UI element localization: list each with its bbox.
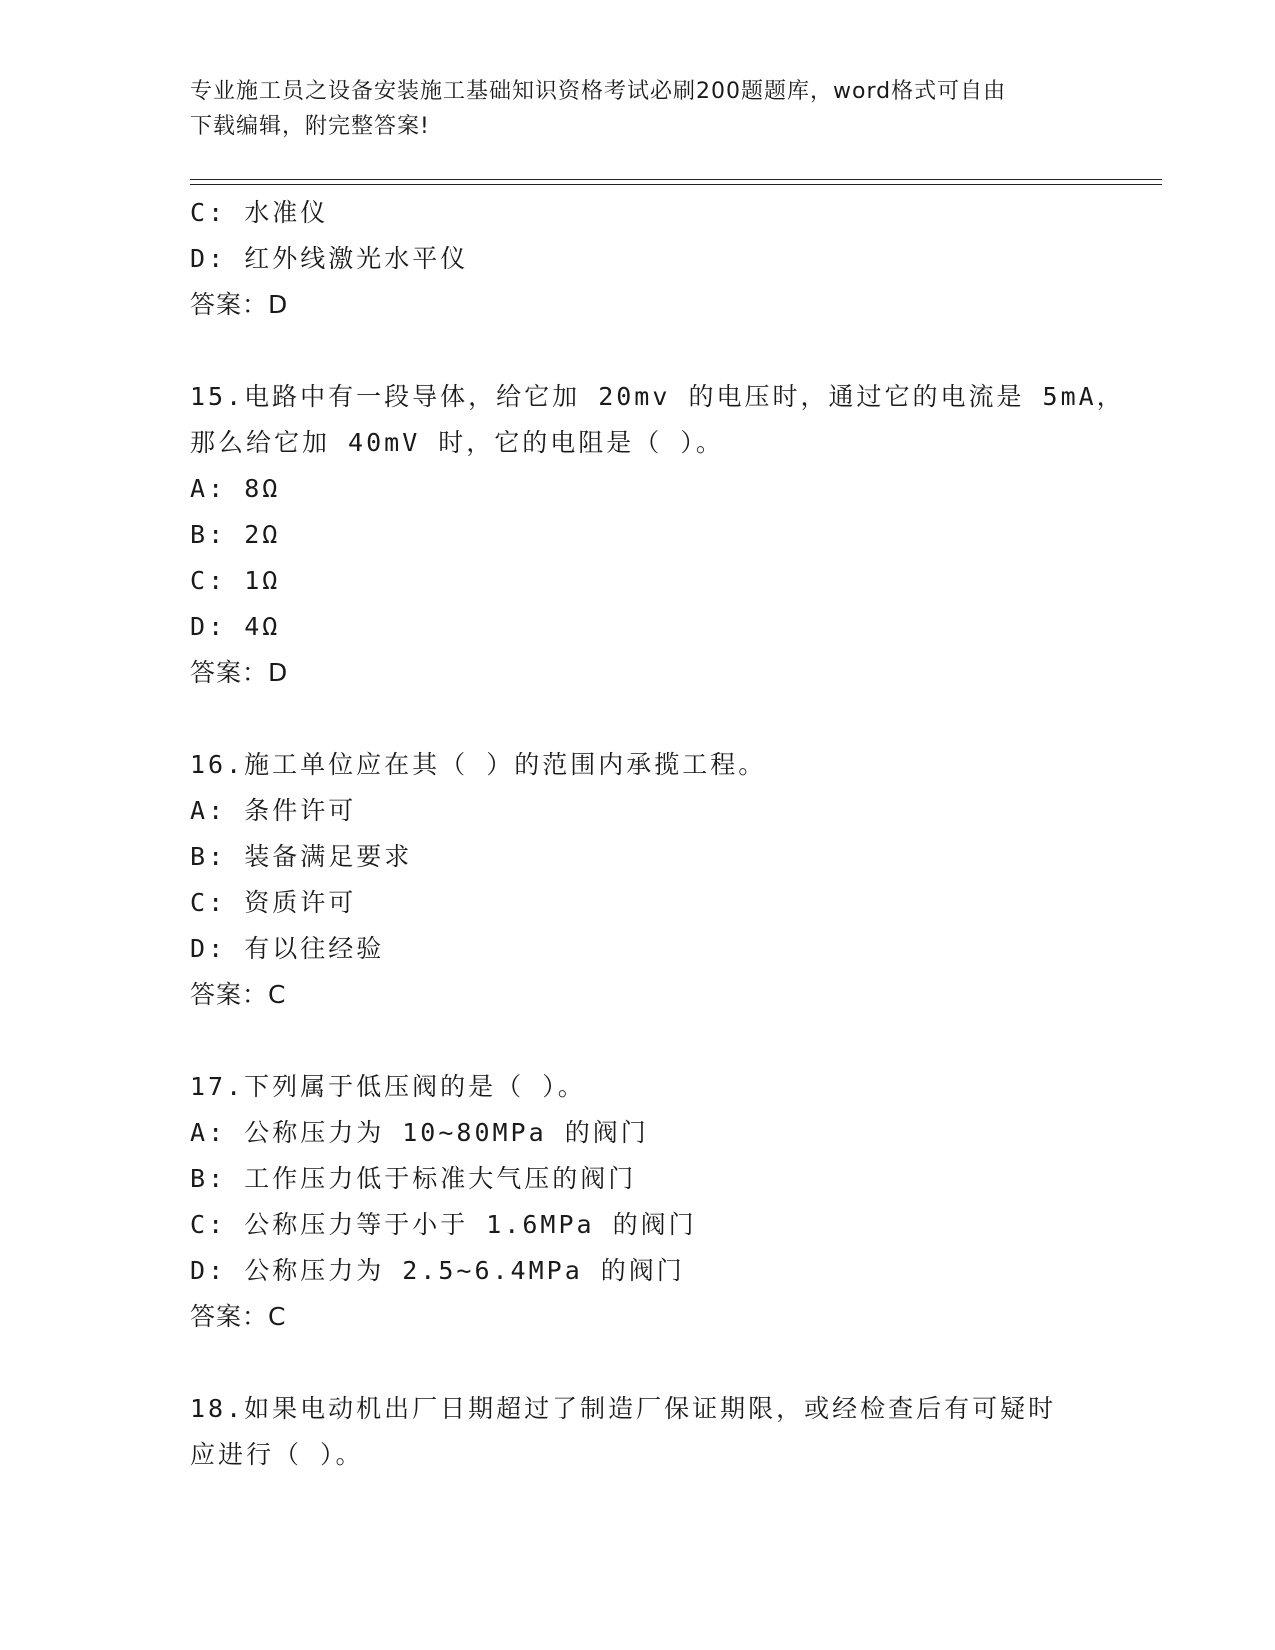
question-block-18 (190, 1386, 1162, 1478)
option-text: 条件许可 (244, 796, 357, 825)
option-letter: B (190, 1164, 209, 1193)
question-text: 施工单位应在其（ ）的范围内承揽工程。 (244, 750, 767, 779)
question-line (190, 1064, 1162, 1110)
option-letter: D (190, 612, 209, 641)
spacer (190, 1340, 1162, 1386)
option-line (190, 1110, 1162, 1156)
answer-value: D (268, 290, 289, 319)
option-line (190, 880, 1162, 926)
option-line (190, 512, 1162, 558)
option-letter: D (190, 934, 209, 963)
option-letter: B (190, 842, 209, 871)
question-text: 应进行（ ）。 (190, 1440, 364, 1469)
option-line (190, 1156, 1162, 1202)
option-text: 8Ω (244, 474, 281, 503)
header-line-2: 下载编辑，附完整答案! (190, 114, 430, 139)
option-separator: : (208, 198, 227, 227)
option-line (190, 466, 1162, 512)
option-separator: : (208, 1256, 227, 1285)
option-letter: C (190, 888, 209, 917)
answer-label: 答案： (190, 658, 269, 687)
question-block-previous (190, 190, 1162, 328)
option-letter: A (190, 1118, 209, 1147)
answer-line (190, 972, 1162, 1018)
answer-value: C (268, 980, 287, 1009)
option-text: 红外线激光水平仪 (244, 244, 469, 273)
answer-label: 答案： (190, 290, 269, 319)
option-separator: : (208, 566, 227, 595)
option-line (190, 788, 1162, 834)
option-separator: : (208, 842, 227, 871)
answer-line (190, 282, 1162, 328)
answer-label: 答案： (190, 980, 269, 1009)
question-line (190, 1386, 1162, 1432)
question-text: 下列属于低压阀的是（ ）。 (244, 1072, 586, 1101)
option-text: 4Ω (244, 612, 281, 641)
question-number: 17. (190, 1072, 245, 1101)
spacer (190, 696, 1162, 742)
answer-line (190, 1294, 1162, 1340)
option-separator: : (208, 244, 227, 273)
option-line (190, 834, 1162, 880)
question-number: 18. (190, 1394, 245, 1423)
option-line (190, 190, 1162, 236)
question-number: 15. (190, 382, 245, 411)
question-text: 如果电动机出厂日期超过了制造厂保证期限，或经检查后有可疑时 (244, 1394, 1057, 1423)
question-line (190, 742, 1162, 788)
option-letter: A (190, 796, 209, 825)
option-separator: : (208, 888, 227, 917)
option-separator: : (208, 796, 227, 825)
option-letter: C (190, 198, 209, 227)
option-letter: C (190, 566, 209, 595)
spacer (190, 1018, 1162, 1064)
question-text: 电路中有一段导体，给它加 20mv 的电压时，通过它的电流是 5mA， (244, 382, 1125, 411)
option-text: 公称压力等于小于 1.6MPa 的阀门 (244, 1210, 697, 1239)
option-text: 装备满足要求 (244, 842, 413, 871)
question-block-17 (190, 1064, 1162, 1340)
answer-value: C (268, 1302, 287, 1331)
option-text: 公称压力为 10~80MPa 的阀门 (244, 1118, 649, 1147)
option-text: 有以往经验 (244, 934, 385, 963)
question-line (190, 374, 1162, 420)
option-letter: C (190, 1210, 209, 1239)
option-text: 水准仪 (244, 198, 329, 227)
option-separator: : (208, 474, 227, 503)
spacer (190, 328, 1162, 374)
option-line (190, 236, 1162, 282)
option-text: 1Ω (244, 566, 281, 595)
option-text: 公称压力为 2.5~6.4MPa 的阀门 (244, 1256, 685, 1285)
option-letter: D (190, 244, 209, 273)
option-line (190, 1202, 1162, 1248)
option-text: 2Ω (244, 520, 281, 549)
option-line (190, 558, 1162, 604)
option-text: 资质许可 (244, 888, 357, 917)
header-divider-bottom (190, 184, 1162, 185)
header-divider-top (190, 179, 1162, 180)
option-separator: : (208, 1210, 227, 1239)
question-line (190, 420, 1162, 466)
option-line (190, 926, 1162, 972)
question-line (190, 1432, 1162, 1478)
question-list (190, 190, 1162, 1478)
option-separator: : (208, 1118, 227, 1147)
option-text: 工作压力低于标准大气压的阀门 (244, 1164, 637, 1193)
option-separator: : (208, 520, 227, 549)
option-separator: : (208, 1164, 227, 1193)
option-letter: B (190, 520, 209, 549)
question-text: 那么给它加 40mV 时，它的电阻是（ ）。 (190, 428, 724, 457)
option-letter: A (190, 474, 209, 503)
question-block-16 (190, 742, 1162, 1018)
question-number: 16. (190, 750, 245, 779)
option-line (190, 604, 1162, 650)
question-block-15 (190, 374, 1162, 696)
page-header (190, 74, 1090, 144)
answer-line (190, 650, 1162, 696)
option-separator: : (208, 612, 227, 641)
option-line (190, 1248, 1162, 1294)
answer-label: 答案： (190, 1302, 269, 1331)
option-separator: : (208, 934, 227, 963)
answer-value: D (268, 658, 289, 687)
option-letter: D (190, 1256, 209, 1285)
header-line-1: 专业施工员之设备安装施工基础知识资格考试必刷200题题库，word格式可自由 (190, 79, 1007, 104)
